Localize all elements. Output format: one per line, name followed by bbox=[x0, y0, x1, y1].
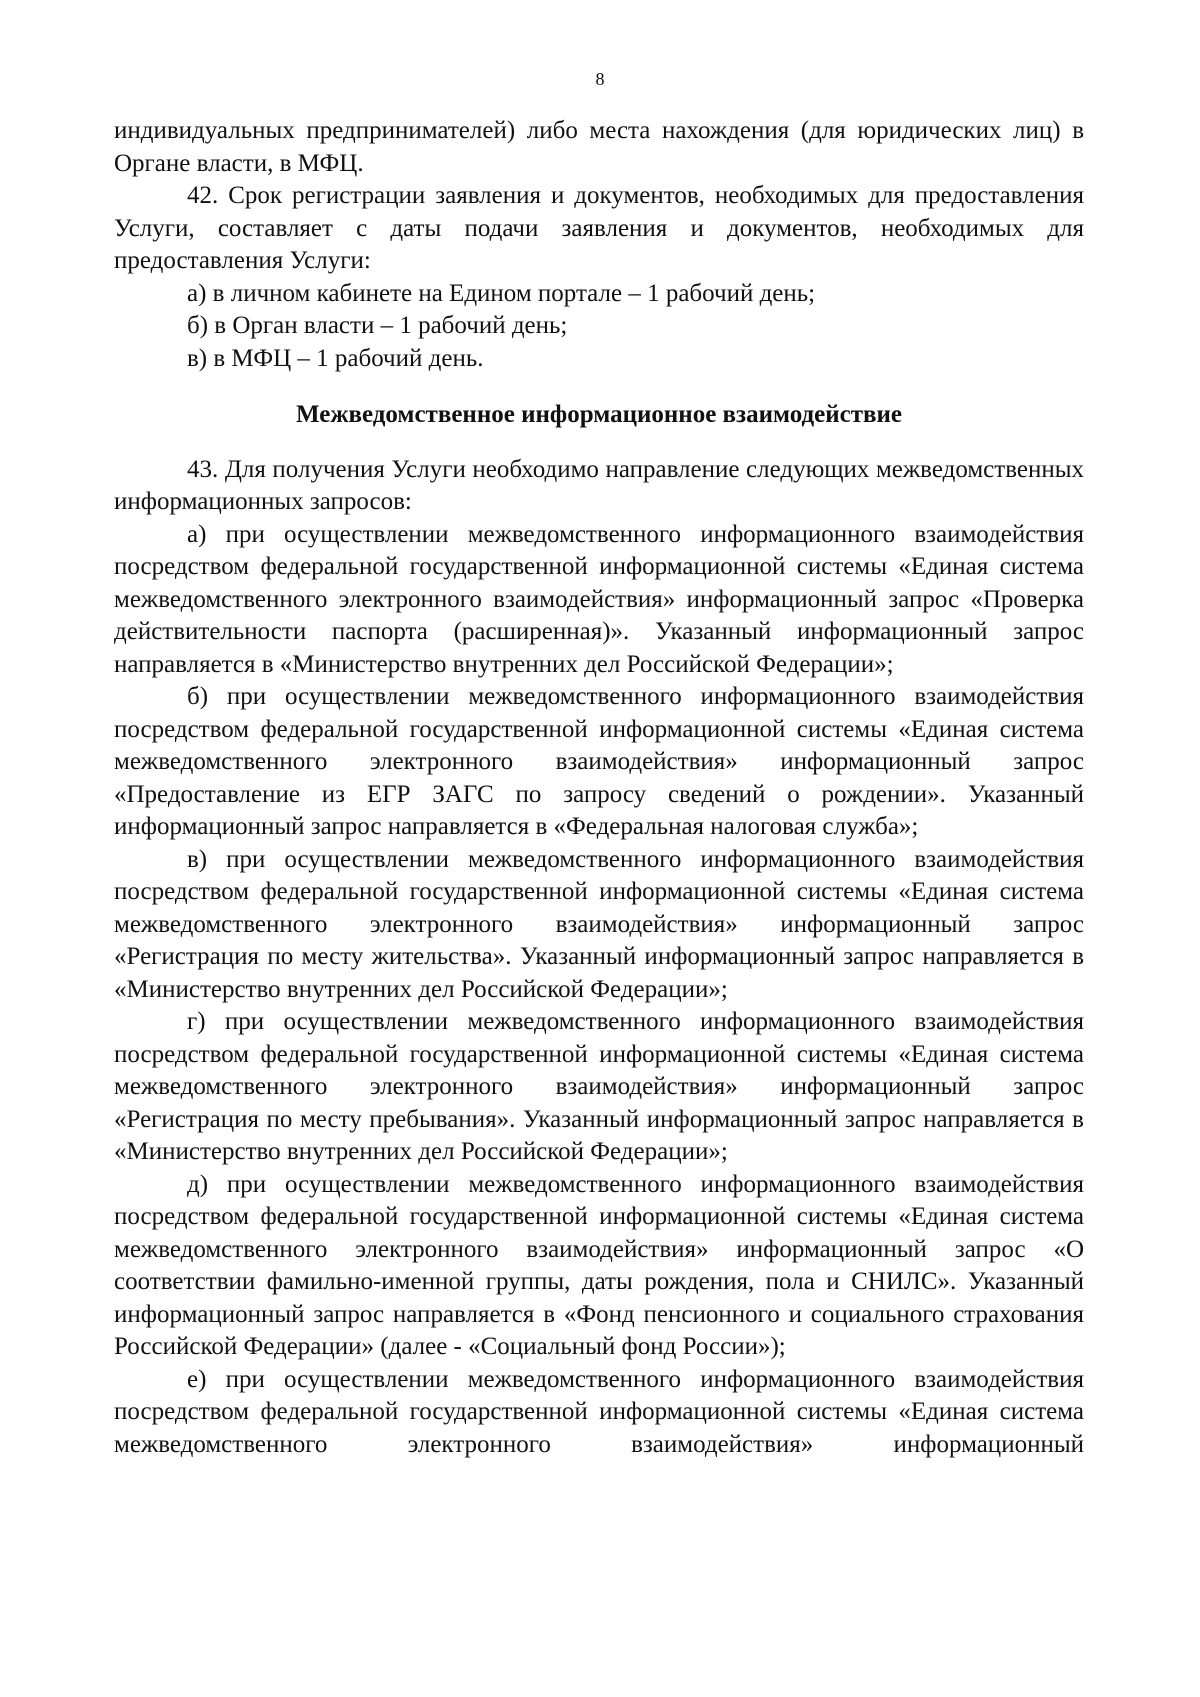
list-item-a: а) в личном кабинете на Едином портале – 1 рабочий день; bbox=[187, 279, 816, 307]
list-item-d-request: д) при осуществлении межведомственного информационного взаимодействия посредством федеральной государственной информационной системы «Единая система межведомственного электронного взаимодействия» информационный запрос «О соответствии фамильно-именной группы, даты рождения, пола и СНИЛС». Указанный информационный запрос направляется в «Фонд пенсионного и социального страхования Российской Федерации» (далее - «Социальный фонд России»); bbox=[114, 1170, 1084, 1360]
list-item-g-request: г) при осуществлении межведомственного информационного взаимодействия посредством федеральной государственной информационной системы «Единая система межведомственного электронного взаимодействия» информационный запрос «Регистрация по месту пребывания». Указанный информационный запрос направляется в «Министерство внутренних дел Российской Федерации»; bbox=[114, 1008, 1084, 1165]
document-body bbox=[114, 115, 1084, 1461]
list-item-v: в) в МФЦ – 1 рабочий день. bbox=[187, 344, 484, 372]
page-number: 8 bbox=[595, 69, 605, 89]
paragraph-continuation: индивидуальных предпринимателей) либо места нахождения (для юридических лиц) в Органе власти, в МФЦ. bbox=[114, 117, 1084, 177]
list-item-b-request: б) при осуществлении межведомственного информационного взаимодействия посредством федеральной государственной информационной системы «Единая система межведомственного электронного взаимодействия» информационный запрос «Предоставление из ЕГР ЗАГС по запросу сведений о рождении». Указанный информационный запрос направляется в «Федеральная налоговая служба»; bbox=[114, 683, 1084, 840]
section-heading: Межведомственное информационное взаимодействие bbox=[296, 401, 902, 428]
paragraph-item-42: 42. Срок регистрации заявления и документов, необходимых для предоставления Услуги, составляет с даты подачи заявления и документов, необходимых для предоставления Услуги: bbox=[114, 182, 1084, 274]
list-item-b: б) в Орган власти – 1 рабочий день; bbox=[187, 312, 568, 339]
paragraph-item-43: 43. Для получения Услуги необходимо направление следующих межведомственных информационных запросов: bbox=[114, 455, 1084, 515]
list-item-e-request: е) при осуществлении межведомственного информационного взаимодействия посредством федеральной государственной информационной системы «Единая система межведомственного электронного взаимодействия» информационный bbox=[114, 1365, 1084, 1458]
list-item-v-request: в) при осуществлении межведомственного информационного взаимодействия посредством федеральной государственной информационной системы «Единая система межведомственного электронного взаимодействия» информационный запрос «Регистрация по месту жительства». Указанный информационный запрос направляется в «Министерство внутренних дел Российской Федерации»; bbox=[114, 845, 1084, 1003]
list-item-a-request: а) при осуществлении межведомственного информационного взаимодействия посредством федеральной государственной информационной системы «Единая система межведомственного электронного взаимодействия» информационный запрос «Проверка действительности паспорта (расширенная)». Указанный информационный запрос направляется в «Министерство внутренних дел Российской Федерации»; bbox=[114, 520, 1084, 678]
